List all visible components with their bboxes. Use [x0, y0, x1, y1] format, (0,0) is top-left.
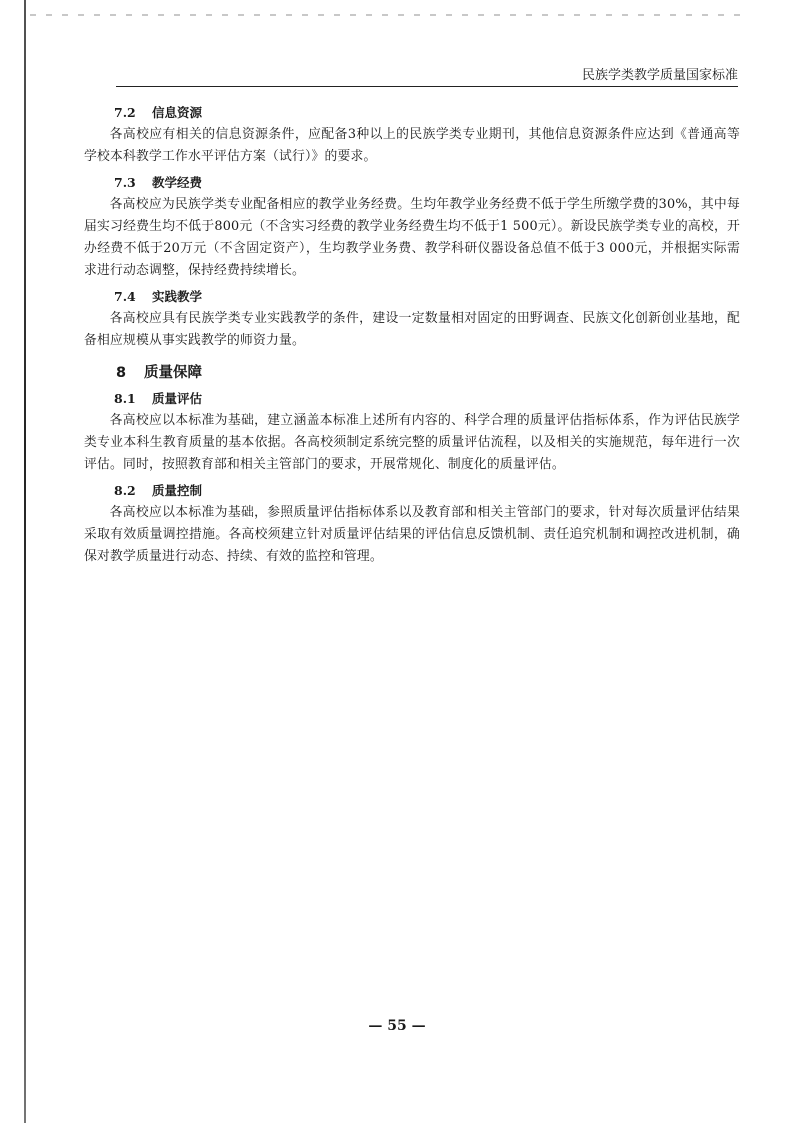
paragraph-7-3: 各高校应为民族学类专业配备相应的教学业务经费。生均年教学业务经费不低于学生所缴学费的30%，其中每届实习经费生均不低于800元（不含实习经费的教学业务经费生均不低于1 500元）。新设民族学类专业的高校，开办经费不低于20万元（不含固定资产），生均教学业务费、教学科研仪器设备总值不低于3 000元，并根据实际需求进行动态调整，保持经费持续增长。: [84, 197, 740, 278]
running-header: 民族学类教学质量国家标准: [581, 68, 738, 83]
chapter-title: 质量保障: [144, 365, 202, 381]
section-title: 质量控制: [152, 483, 203, 498]
section-title: 实践教学: [152, 289, 203, 304]
section-title: 信息资源: [152, 105, 203, 120]
section-heading-7-3: [114, 172, 740, 194]
section-heading-7-2: [114, 102, 740, 124]
page-number: — 55 —: [368, 1018, 426, 1034]
header-rule: [116, 86, 738, 87]
section-heading-8-2: [114, 480, 740, 502]
scan-noise-line: [30, 14, 750, 16]
paragraph-8-2: 各高校应以本标准为基础，参照质量评估指标体系以及教育部和相关主管部门的要求，针对每次质量评估结果采取有效质量调控措施。各高校须建立针对质量评估结果的评估信息反馈机制、责任追究机制和调控改进机制，确保对教学质量进行动态、持续、有效的监控和管理。: [84, 505, 740, 564]
section-number: 7.2: [114, 105, 136, 120]
section-number: 7.3: [114, 175, 136, 190]
scan-edge-line: [24, 0, 26, 1123]
section-number: 8.1: [114, 391, 136, 406]
section-heading-8-1: [114, 388, 740, 410]
paragraph-7-2: 各高校应有相关的信息资源条件，应配备3种以上的民族学类专业期刊，其他信息资源条件应达到《普通高等学校本科教学工作水平评估方案（试行）》的要求。: [84, 127, 740, 164]
chapter-heading-8: [116, 362, 740, 384]
section-title: 教学经费: [152, 175, 203, 190]
section-number: 8.2: [114, 483, 136, 498]
chapter-number: 8: [116, 365, 127, 381]
document-body: [84, 98, 740, 568]
paragraph-7-4: 各高校应具有民族学类专业实践教学的条件，建设一定数量相对固定的田野调查、民族文化创新创业基地，配备相应规模从事实践教学的师资力量。: [84, 311, 740, 348]
paragraph-8-1: 各高校应以本标准为基础，建立涵盖本标准上述所有内容的、科学合理的质量评估指标体系，作为评估民族学类专业本科生教育质量的基本依据。各高校须制定系统完整的质量评估流程，以及相关的实施规范，每年进行一次评估。同时，按照教育部和相关主管部门的要求，开展常规化、制度化的质量评估。: [84, 413, 740, 472]
section-heading-7-4: [114, 286, 740, 308]
section-number: 7.4: [114, 289, 136, 304]
section-title: 质量评估: [152, 391, 203, 406]
